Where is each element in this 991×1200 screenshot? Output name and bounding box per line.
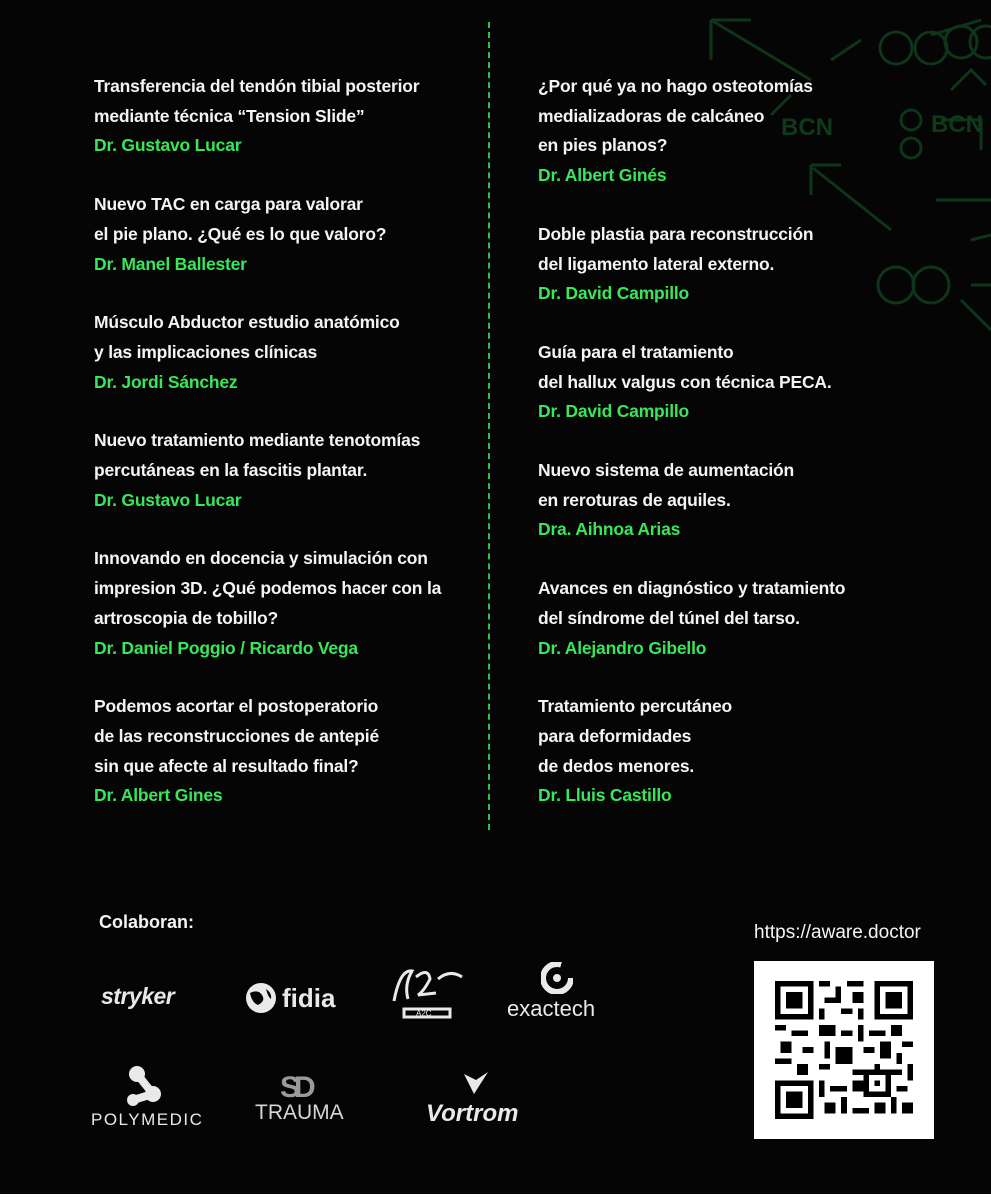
talk-speaker: Dra. Aihnoa Arias [538, 519, 681, 540]
talk-title-line: impresion 3D. ¿Qué podemos hacer con la [94, 578, 442, 599]
talk-entry [94, 426, 494, 515]
polymedic-emblem-icon [123, 1064, 163, 1108]
trauma-logo-text: TRAUMA [255, 1101, 344, 1124]
qr-code[interactable] [754, 961, 934, 1139]
exactech-logo-text: exactech [507, 996, 596, 1021]
polymedic-logo [91, 1064, 204, 1134]
vortrom-logo-text: Vortrom [426, 1100, 519, 1127]
a2c-logo-text: A2C [416, 1009, 432, 1018]
talk-title-line: Nuevo tratamiento mediante tenotomías [94, 430, 421, 451]
talk-speaker: Dr. Alejandro Gibello [538, 637, 707, 658]
talk-title-line: Avances en diagnóstico y tratamiento [538, 578, 846, 599]
talk-entry [94, 72, 494, 161]
talk-title-line: Músculo Abductor estudio anatómico [94, 312, 400, 333]
talk-entry [94, 692, 494, 811]
talk-entry [538, 456, 938, 545]
talk-entry [538, 692, 938, 811]
talk-speaker: Dr. Gustavo Lucar [94, 135, 242, 156]
vortrom-emblem-icon [462, 1070, 490, 1096]
exactech-emblem-icon [541, 962, 573, 994]
talk-title-line: del ligamento lateral externo. [538, 253, 775, 274]
talk-title-line: de dedos menores. [538, 755, 695, 776]
exactech-logo [507, 962, 607, 1022]
talk-title-line: percutáneas en la fascitis plantar. [94, 460, 368, 481]
polymedic-logo-text: POLYMEDIC [91, 1110, 204, 1129]
talk-title-line: para deformidades [538, 725, 692, 746]
talk-speaker: Dr. David Campillo [538, 401, 690, 422]
talk-title-line: de las reconstrucciones de antepié [94, 725, 379, 746]
talk-title-line: del síndrome del túnel del tarso. [538, 607, 800, 628]
talk-title-line: Guía para el tratamiento [538, 341, 734, 362]
talk-entry [538, 72, 938, 191]
talks-right-column [538, 72, 938, 840]
talk-title-line: Nuevo TAC en carga para valorar [94, 194, 363, 215]
talk-speaker: Dr. David Campillo [538, 283, 690, 304]
talk-title-line: en reroturas de aquiles. [538, 489, 731, 510]
talk-title-line: en pies planos? [538, 135, 668, 156]
talk-title-line: mediante técnica “Tension Slide” [94, 105, 365, 126]
talk-title-line: y las implicaciones clínicas [94, 341, 317, 362]
talk-speaker: Dr. Lluis Castillo [538, 785, 672, 806]
deco-text-bcn-1: BCN [781, 114, 833, 141]
sd-logo-text: SD [280, 1071, 310, 1104]
talk-speaker: Dr. Jordi Sánchez [94, 371, 238, 392]
talk-entry [538, 220, 938, 309]
fidia-logo-text: fidia [282, 983, 336, 1013]
talk-title-line: medializadoras de calcáneo [538, 105, 765, 126]
talk-entry [94, 308, 494, 397]
talk-title-line: Tratamiento percutáneo [538, 696, 732, 717]
talk-title-line: del hallux valgus con técnica PECA. [538, 371, 832, 392]
talks-left-column [94, 72, 494, 840]
talk-title-line: Doble plastia para reconstrucción [538, 223, 814, 244]
talk-title-line: Nuevo sistema de aumentación [538, 460, 795, 481]
vortrom-logo [426, 1070, 531, 1130]
sponsors-label: Colaboran: [99, 912, 195, 932]
talk-speaker: Dr. Albert Gines [94, 785, 223, 806]
bottom-strip [0, 1194, 991, 1200]
qr-code-pattern [774, 981, 914, 1119]
talk-title-line: ¿Por qué ya no hago osteotomías [538, 76, 813, 96]
talk-entry [94, 190, 494, 279]
a2c-logo [390, 965, 466, 1023]
stryker-logo-text: stryker [101, 983, 175, 1009]
globe-icon [244, 981, 278, 1015]
stryker-logo [101, 983, 174, 1010]
sd-trauma-logo [255, 1071, 360, 1131]
talk-speaker: Dr. Daniel Poggio / Ricardo Vega [94, 637, 358, 658]
deco-text-bcn-2: BCN [931, 111, 983, 138]
talk-entry [94, 544, 494, 663]
talk-title-line: el pie plano. ¿Qué es lo que valoro? [94, 223, 387, 244]
talk-title-line: Podemos acortar el postoperatorio [94, 696, 379, 717]
talk-title-line: artroscopia de tobillo? [94, 607, 279, 628]
talk-title-line: sin que afecte al resultado final? [94, 755, 359, 776]
talk-speaker: Dr. Albert Ginés [538, 165, 667, 186]
talk-entry [538, 574, 938, 663]
talk-title-line: Innovando en docencia y simulación con [94, 548, 428, 569]
talk-entry [538, 338, 938, 427]
talk-title-line: Transferencia del tendón tibial posterior [94, 76, 420, 96]
talk-speaker: Dr. Manel Ballester [94, 253, 247, 274]
talk-speaker: Dr. Gustavo Lucar [94, 489, 242, 510]
website-url[interactable]: https://aware.doctor [754, 922, 921, 943]
